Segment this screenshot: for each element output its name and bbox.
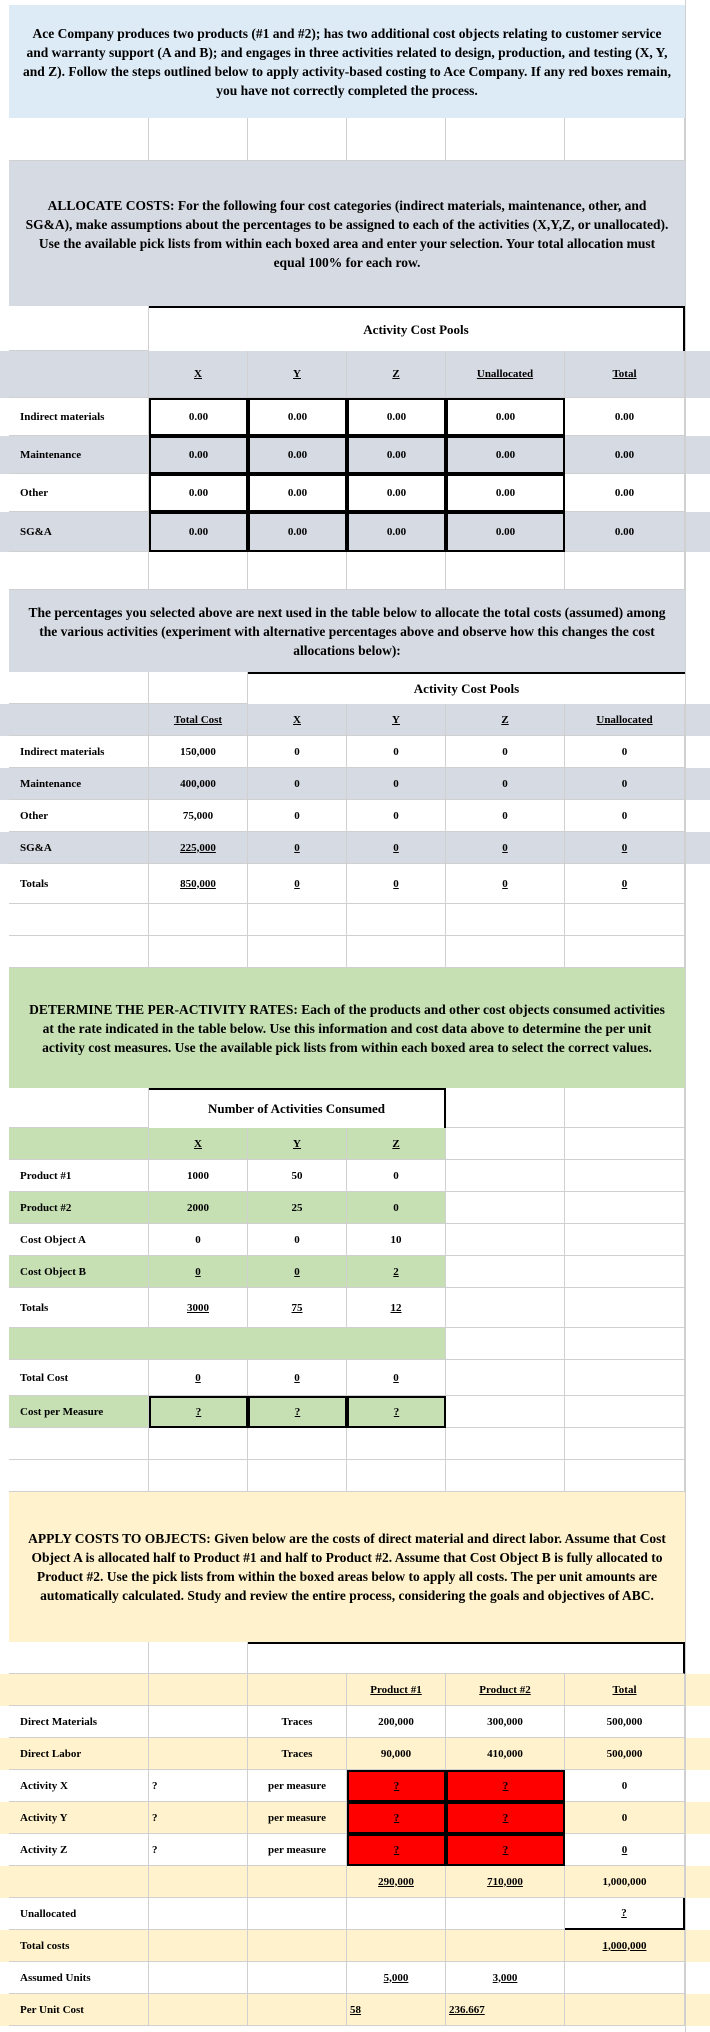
apply-group-box xyxy=(248,1642,685,1674)
blank-cell[interactable] xyxy=(347,118,446,161)
distribution-z: 0 xyxy=(446,832,565,864)
cost-per-measure-x-select[interactable]: ? xyxy=(149,1396,248,1428)
blank-cell[interactable] xyxy=(248,1898,347,1930)
distribution-y: 0 xyxy=(347,768,446,800)
blank-cell[interactable] xyxy=(446,1256,565,1288)
rates-group-title: Number of Activities Consumed xyxy=(149,1088,446,1128)
row-label: SG&A xyxy=(9,512,149,552)
rates-header-z: Z xyxy=(347,1128,446,1160)
blank-cell[interactable] xyxy=(347,552,446,590)
apply-header-row xyxy=(0,1674,710,1706)
allocate-total: 0.00 xyxy=(565,512,685,552)
blank-cell[interactable] xyxy=(149,552,248,590)
blank-cell[interactable] xyxy=(446,1224,565,1256)
allocate-total: 0.00 xyxy=(565,398,685,436)
blank-cell[interactable] xyxy=(446,1898,565,1930)
apply-product-2: 300,000 xyxy=(446,1706,565,1738)
apply-activity-rate: ? xyxy=(149,1834,248,1866)
intro-banner xyxy=(9,5,685,118)
blank-cell[interactable] xyxy=(248,1962,347,1994)
blank-cell[interactable] xyxy=(248,904,347,936)
allocate-total: 0.00 xyxy=(565,474,685,512)
blank-cell[interactable] xyxy=(9,118,149,161)
blank-cell[interactable] xyxy=(565,1256,685,1288)
blank-cell[interactable] xyxy=(565,1428,685,1460)
blank-cell[interactable] xyxy=(446,1328,565,1360)
blank-cell[interactable] xyxy=(565,1328,685,1360)
column-gridline xyxy=(685,0,686,2032)
allocate-input-unallocated[interactable]: 0.00 xyxy=(446,474,565,512)
rates-x: 0 xyxy=(149,1256,248,1288)
apply-header-product-2: Product #2 xyxy=(446,1674,565,1706)
assumed-units-product-2: 3,000 xyxy=(446,1962,565,1994)
per-unit-cost-product-1: 58 xyxy=(347,1994,446,2026)
allocate-input-unallocated[interactable]: 0.00 xyxy=(446,436,565,474)
distribution-unallocated: 0 xyxy=(565,800,685,832)
intro-text: Ace Company produces two products (#1 and #2); has two additional cost objects relating to customer service and warranty support (A and B); and engages in three activities related to design, production, and testing (X, Y, and Z). Follow the steps outlined below to apply activity-based costing to Ace Company. If any red boxes remain, you have not correctly completed the process. xyxy=(23,25,671,98)
row-label: Indirect materials xyxy=(9,398,149,436)
rates-y: 0 xyxy=(248,1224,347,1256)
rates-total-cost-row xyxy=(0,1360,710,1396)
apply-direct-labor-row xyxy=(0,1738,710,1770)
allocate-input-y[interactable]: 0.00 xyxy=(248,474,347,512)
distribution-z: 0 xyxy=(446,800,565,832)
rates-instructions: DETERMINE THE PER-ACTIVITY RATES: Each of the products and other cost objects consumed activities at the rate indicated in the table below. Use this information and cost data above to determine the per unit activity cost measures. Use the available pick lists from within each boxed area to select the correct values. xyxy=(29,1001,665,1055)
allocate-input-z[interactable]: 0.00 xyxy=(347,474,446,512)
blank-cell[interactable] xyxy=(248,1428,347,1460)
blank-cell[interactable] xyxy=(347,936,446,968)
allocate-group-row xyxy=(0,306,710,351)
rates-y: 25 xyxy=(248,1192,347,1224)
allocate-row xyxy=(0,398,710,436)
rates-total-cost-y: 0 xyxy=(248,1360,347,1396)
blank-cell xyxy=(347,1930,446,1962)
blank-cell[interactable] xyxy=(347,1460,446,1492)
blank-cell xyxy=(248,1930,347,1962)
distribution-header-unallocated: Unallocated xyxy=(565,704,685,736)
row-label: Assumed Units xyxy=(9,1962,149,1994)
distribution-group-title: Activity Cost Pools xyxy=(248,672,685,704)
distribution-header-y: Y xyxy=(347,704,446,736)
unallocated-select[interactable]: ? xyxy=(565,1898,685,1930)
blank-cell xyxy=(565,1994,685,2026)
apply-total: 0 xyxy=(565,1770,685,1802)
distribution-z: 0 xyxy=(446,768,565,800)
distribution-row xyxy=(0,800,710,832)
blank-row xyxy=(0,1428,710,1460)
header-blank xyxy=(248,1674,347,1706)
allocate-input-z[interactable]: 0.00 xyxy=(347,398,446,436)
distribution-unallocated: 0 xyxy=(565,736,685,768)
blank-cell[interactable] xyxy=(565,1288,685,1328)
row-label: Per Unit Cost xyxy=(9,1994,149,2026)
distribution-header-x: X xyxy=(248,704,347,736)
blank-cell[interactable] xyxy=(9,552,149,590)
blank-cell[interactable] xyxy=(565,552,685,590)
row-label: Unallocated xyxy=(9,1898,149,1930)
blank-cell xyxy=(9,1866,149,1898)
row-label: Activity Z xyxy=(9,1834,149,1866)
blank-cell[interactable] xyxy=(565,1160,685,1192)
blank-row xyxy=(0,552,710,590)
apply-product-1: 90,000 xyxy=(347,1738,446,1770)
blank-cell[interactable] xyxy=(446,1192,565,1224)
blank-cell[interactable] xyxy=(149,1428,248,1460)
apply-unallocated-row xyxy=(0,1898,710,1930)
allocate-input-z[interactable]: 0.00 xyxy=(347,512,446,552)
apply-assumed-units-row xyxy=(0,1962,710,1994)
row-label: Indirect materials xyxy=(9,736,149,768)
blank-cell[interactable] xyxy=(446,1360,565,1396)
distribution-unallocated: 0 xyxy=(565,768,685,800)
row-label: Product #1 xyxy=(9,1160,149,1192)
row-label: Other xyxy=(9,800,149,832)
activity-x-product-2-select[interactable]: ? xyxy=(446,1770,565,1802)
blank-cell[interactable] xyxy=(565,118,685,161)
apply-group-row xyxy=(0,1642,710,1674)
row-label: Product #2 xyxy=(9,1192,149,1224)
apply-subtotal-product-1: 290,000 xyxy=(347,1866,446,1898)
blank-cell[interactable] xyxy=(565,1396,685,1428)
blank-cell[interactable] xyxy=(446,1428,565,1460)
rates-y: 75 xyxy=(248,1288,347,1328)
blank-cell xyxy=(149,1930,248,1962)
header-blank xyxy=(9,704,149,736)
blank-cell xyxy=(149,1866,248,1898)
apply-subtotal-product-2: 710,000 xyxy=(446,1866,565,1898)
per-unit-cost-product-2: 236.667 xyxy=(446,1994,565,2026)
distribution-y: 0 xyxy=(347,800,446,832)
blank-cell[interactable] xyxy=(149,936,248,968)
apply-subtotal-row xyxy=(0,1866,710,1898)
apply-header-total: Total xyxy=(565,1674,685,1706)
activity-z-product-2-select[interactable]: ? xyxy=(446,1834,565,1866)
rates-group-row xyxy=(0,1088,710,1128)
blank-cell[interactable] xyxy=(248,936,347,968)
blank-cell xyxy=(248,1994,347,2026)
distribution-total-cost: 225,000 xyxy=(149,832,248,864)
blank-cell[interactable] xyxy=(446,1396,565,1428)
blank-cell[interactable] xyxy=(149,1962,248,1994)
blank-cell[interactable] xyxy=(9,936,149,968)
distribution-group-row xyxy=(0,672,710,704)
blank-cell[interactable] xyxy=(149,672,248,704)
distribution-x: 0 xyxy=(248,800,347,832)
blank-cell[interactable] xyxy=(347,1898,446,1930)
blank-cell[interactable] xyxy=(9,904,149,936)
blank-cell[interactable] xyxy=(248,118,347,161)
allocate-input-x[interactable]: 0.00 xyxy=(149,512,248,552)
row-label: Total costs xyxy=(9,1930,149,1962)
blank-cell[interactable] xyxy=(9,306,149,351)
apply-header-product-1: Product #1 xyxy=(347,1674,446,1706)
apply-activity-row xyxy=(0,1770,710,1802)
blank-cell[interactable] xyxy=(446,1460,565,1492)
apply-activity-rate: ? xyxy=(149,1802,248,1834)
apply-subtotal-total: 1,000,000 xyxy=(565,1866,685,1898)
allocate-header-total: Total xyxy=(565,351,685,398)
blank-cell[interactable] xyxy=(446,1128,565,1160)
distribution-header-z: Z xyxy=(446,704,565,736)
allocate-row xyxy=(0,474,710,512)
row-label: Totals xyxy=(9,864,149,904)
apply-direct-materials-row xyxy=(0,1706,710,1738)
rates-total-cost-z: 0 xyxy=(347,1360,446,1396)
allocate-row xyxy=(0,512,710,552)
apply-basis: per measure xyxy=(248,1834,347,1866)
apply-basis: per measure xyxy=(248,1770,347,1802)
activity-x-product-1-select[interactable]: ? xyxy=(347,1770,446,1802)
rates-header-x: X xyxy=(149,1128,248,1160)
allocate-input-x[interactable]: 0.00 xyxy=(149,398,248,436)
header-blank xyxy=(149,1674,248,1706)
allocate-input-x[interactable]: 0.00 xyxy=(149,474,248,512)
distribution-x: 0 xyxy=(248,768,347,800)
allocate-total: 0.00 xyxy=(565,436,685,474)
distribution-unallocated: 0 xyxy=(565,864,685,904)
row-label: Activity X xyxy=(9,1770,149,1802)
row-label: Other xyxy=(9,474,149,512)
distribution-y: 0 xyxy=(347,736,446,768)
blank-cell[interactable] xyxy=(149,1706,248,1738)
rates-header-row xyxy=(0,1128,710,1160)
allocate-instructions: ALLOCATE COSTS: For the following four cost categories (indirect materials, maintenance, other, and SG&A), make assumptions about the percentages to be assigned to each of the activities (X,Y,Z, or unallocated). Use the available pick lists from within each boxed area and enter your selection. Your total allocation must equal 100% for each row. xyxy=(25,197,669,270)
allocate-input-unallocated[interactable]: 0.00 xyxy=(446,512,565,552)
apply-basis: per measure xyxy=(248,1802,347,1834)
blank-cell[interactable] xyxy=(9,1428,149,1460)
allocate-input-unallocated[interactable]: 0.00 xyxy=(446,398,565,436)
blank-cell[interactable] xyxy=(446,1160,565,1192)
allocate-row xyxy=(0,436,710,474)
distribution-instructions: The percentages you selected above are next used in the table below to allocate the total costs (assumed) among the various activities (experiment with alternative percentages above and observe how this changes the cost allocations below): xyxy=(28,604,666,658)
allocate-input-z[interactable]: 0.00 xyxy=(347,436,446,474)
blank-cell[interactable] xyxy=(347,1428,446,1460)
cost-per-measure-z-select[interactable]: ? xyxy=(347,1396,446,1428)
blank-cell[interactable] xyxy=(565,1360,685,1396)
blank-cell[interactable] xyxy=(565,1088,685,1128)
blank-cell xyxy=(149,1994,248,2026)
allocate-header-x: X xyxy=(149,351,248,398)
blank-cell[interactable] xyxy=(565,904,685,936)
rates-header-y: Y xyxy=(248,1128,347,1160)
blank-cell[interactable] xyxy=(9,1642,149,1674)
blank-cell[interactable] xyxy=(565,1460,685,1492)
distribution-total-cost: 850,000 xyxy=(149,864,248,904)
allocate-header-z: Z xyxy=(347,351,446,398)
rates-x: 1000 xyxy=(149,1160,248,1192)
rates-x: 2000 xyxy=(149,1192,248,1224)
apply-activity-rate: ? xyxy=(149,1770,248,1802)
rates-x: 3000 xyxy=(149,1288,248,1328)
blank-cell[interactable] xyxy=(149,1460,248,1492)
apply-basis: Traces xyxy=(248,1738,347,1770)
blank-cell[interactable] xyxy=(248,552,347,590)
blank-cell[interactable] xyxy=(565,1192,685,1224)
blank-cell[interactable] xyxy=(565,1128,685,1160)
blank-row xyxy=(0,904,710,936)
header-blank xyxy=(9,1674,149,1706)
rates-y: 50 xyxy=(248,1160,347,1192)
row-label: Cost per Measure xyxy=(9,1396,149,1428)
row-label: Activity Y xyxy=(9,1802,149,1834)
blank-cell[interactable] xyxy=(9,1088,149,1128)
allocate-header-row xyxy=(0,351,710,398)
rates-z: 10 xyxy=(347,1224,446,1256)
blank-row xyxy=(0,118,710,161)
blank-cell xyxy=(446,1930,565,1962)
distribution-total-cost: 400,000 xyxy=(149,768,248,800)
blank-cell[interactable] xyxy=(9,672,149,704)
rates-z: 12 xyxy=(347,1288,446,1328)
row-label: Totals xyxy=(9,1288,149,1328)
apply-total: 0 xyxy=(565,1834,685,1866)
rates-z: 0 xyxy=(347,1160,446,1192)
rates-z: 2 xyxy=(347,1256,446,1288)
blank-cell[interactable] xyxy=(446,552,565,590)
distribution-y: 0 xyxy=(347,864,446,904)
distribution-x: 0 xyxy=(248,736,347,768)
allocate-banner xyxy=(9,161,685,306)
distribution-unallocated: 0 xyxy=(565,832,685,864)
rates-cost-per-measure-row xyxy=(0,1396,710,1428)
blank-cell[interactable] xyxy=(149,1898,248,1930)
blank-cell[interactable] xyxy=(9,1328,446,1360)
distribution-banner xyxy=(9,590,685,672)
blank-cell[interactable] xyxy=(149,118,248,161)
rates-totals-row xyxy=(0,1288,710,1328)
blank-cell[interactable] xyxy=(446,118,565,161)
row-label: Maintenance xyxy=(9,436,149,474)
apply-total-costs-row xyxy=(0,1930,710,1962)
blank-cell[interactable] xyxy=(149,1738,248,1770)
cost-per-measure-y-select[interactable]: ? xyxy=(248,1396,347,1428)
blank-cell[interactable] xyxy=(565,1224,685,1256)
apply-total: 500,000 xyxy=(565,1706,685,1738)
rates-row xyxy=(0,1256,710,1288)
distribution-x: 0 xyxy=(248,864,347,904)
allocate-input-y[interactable]: 0.00 xyxy=(248,398,347,436)
distribution-z: 0 xyxy=(446,864,565,904)
rates-z: 0 xyxy=(347,1192,446,1224)
row-label: Maintenance xyxy=(9,768,149,800)
distribution-row xyxy=(0,832,710,864)
blank-cell xyxy=(248,1866,347,1898)
apply-total: 0 xyxy=(565,1802,685,1834)
blank-cell[interactable] xyxy=(248,1460,347,1492)
blank-row xyxy=(0,1460,710,1492)
blank-cell[interactable] xyxy=(446,904,565,936)
blank-cell[interactable] xyxy=(347,904,446,936)
allocate-header-unallocated: Unallocated xyxy=(446,351,565,398)
allocate-group-title: Activity Cost Pools xyxy=(149,306,685,351)
assumed-units-product-1: 5,000 xyxy=(347,1962,446,1994)
distribution-totals-row xyxy=(0,864,710,904)
distribution-header-total-cost: Total Cost xyxy=(149,704,248,736)
row-label: Cost Object B xyxy=(9,1256,149,1288)
distribution-x: 0 xyxy=(248,832,347,864)
row-label: SG&A xyxy=(9,832,149,864)
activity-z-product-1-select[interactable]: ? xyxy=(347,1834,446,1866)
rates-total-cost-x: 0 xyxy=(149,1360,248,1396)
header-blank xyxy=(9,351,149,398)
apply-banner xyxy=(9,1492,685,1642)
distribution-row xyxy=(0,736,710,768)
distribution-header-row xyxy=(0,704,710,736)
blank-cell[interactable] xyxy=(446,1288,565,1328)
apply-total-costs: 1,000,000 xyxy=(565,1930,685,1962)
blank-cell[interactable] xyxy=(149,1642,248,1674)
apply-per-unit-cost-row xyxy=(0,1994,710,2026)
blank-row xyxy=(0,936,710,968)
distribution-y: 0 xyxy=(347,832,446,864)
row-label: Direct Labor xyxy=(9,1738,149,1770)
apply-product-1: 200,000 xyxy=(347,1706,446,1738)
blank-cell[interactable] xyxy=(446,936,565,968)
distribution-z: 0 xyxy=(446,736,565,768)
activity-y-product-1-select[interactable]: ? xyxy=(347,1802,446,1834)
allocate-header-y: Y xyxy=(248,351,347,398)
apply-activity-row xyxy=(0,1802,710,1834)
distribution-total-cost: 150,000 xyxy=(149,736,248,768)
rates-y: 0 xyxy=(248,1256,347,1288)
allocate-input-x[interactable]: 0.00 xyxy=(149,436,248,474)
distribution-row xyxy=(0,768,710,800)
activity-y-product-2-select[interactable]: ? xyxy=(446,1802,565,1834)
blank-cell[interactable] xyxy=(9,1460,149,1492)
allocate-input-y[interactable]: 0.00 xyxy=(248,436,347,474)
row-label: Direct Materials xyxy=(9,1706,149,1738)
header-blank xyxy=(9,1128,149,1160)
rates-row xyxy=(0,1192,710,1224)
blank-cell[interactable] xyxy=(149,904,248,936)
apply-basis: Traces xyxy=(248,1706,347,1738)
rates-banner xyxy=(9,968,685,1088)
apply-total: 500,000 xyxy=(565,1738,685,1770)
blank-cell[interactable] xyxy=(446,1088,565,1128)
distribution-total-cost: 75,000 xyxy=(149,800,248,832)
apply-instructions: APPLY COSTS TO OBJECTS: Given below are the costs of direct material and direct labor. Assume that Cost Object A is allocated half to Product #1 and half to Product #2. Assume that Cost Object B is fully allocated to Product #2. Use the pick lists from within the boxed areas below to apply all costs. The per unit amounts are automatically calculated. Study and review the entire process, considering the goals and objectives of ABC. xyxy=(28,1531,666,1603)
rates-x: 0 xyxy=(149,1224,248,1256)
row-label: Total Cost xyxy=(9,1360,149,1396)
apply-activity-row xyxy=(0,1834,710,1866)
blank-row xyxy=(0,1328,710,1360)
rates-row xyxy=(0,1160,710,1192)
rates-row xyxy=(0,1224,710,1256)
apply-product-2: 410,000 xyxy=(446,1738,565,1770)
blank-cell[interactable] xyxy=(565,936,685,968)
blank-cell[interactable] xyxy=(565,1962,685,1994)
allocate-input-y[interactable]: 0.00 xyxy=(248,512,347,552)
row-label: Cost Object A xyxy=(9,1224,149,1256)
